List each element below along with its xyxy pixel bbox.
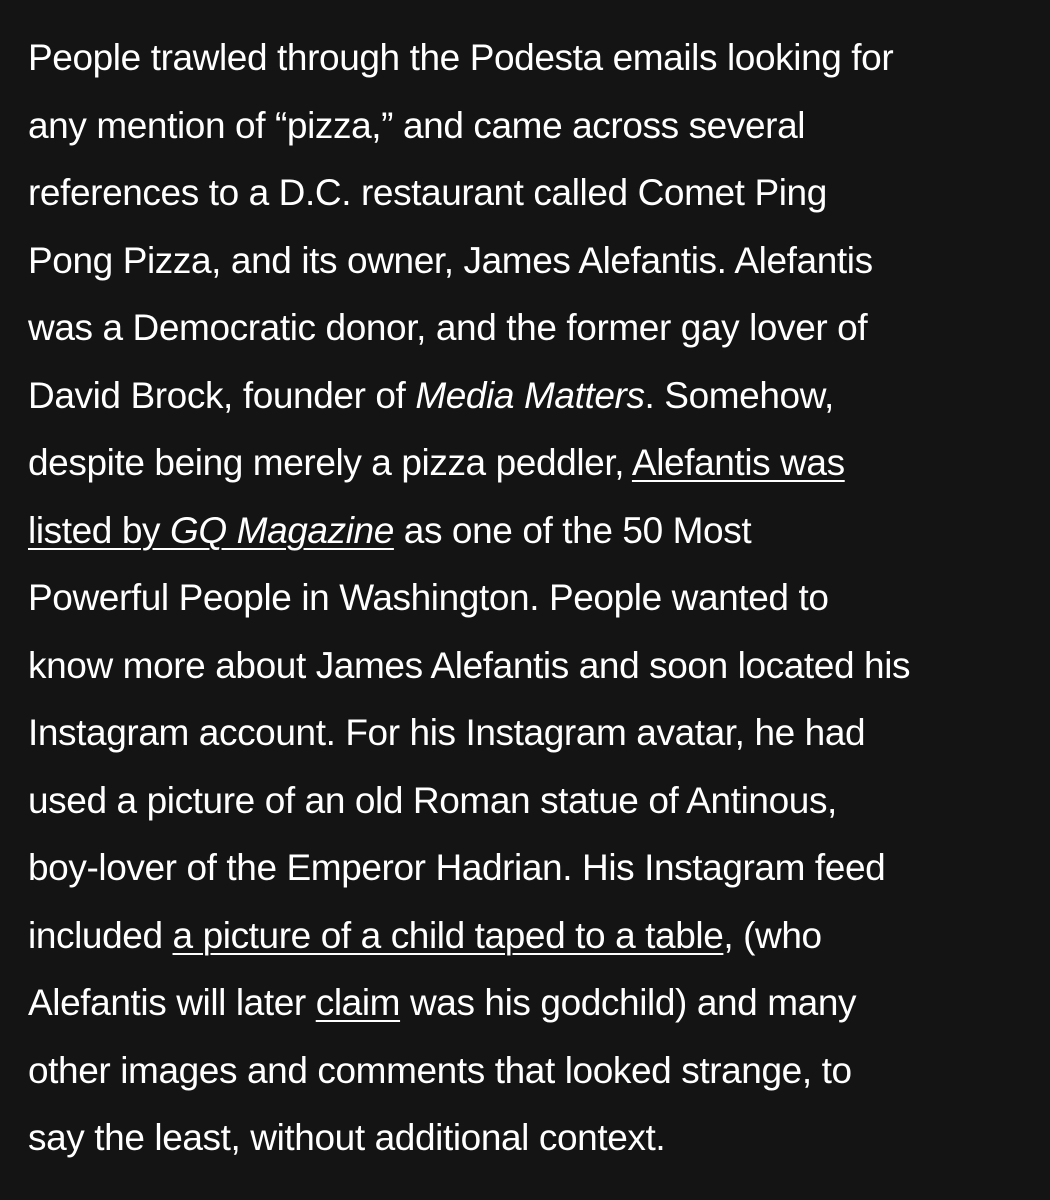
text-segment: David Brock, founder of bbox=[28, 374, 416, 416]
text-line bbox=[28, 227, 1028, 295]
text-segment: People trawled through the Podesta emails looking for bbox=[28, 37, 894, 78]
text-segment: Powerful People in Washington. People wanted to bbox=[28, 577, 829, 618]
text-line bbox=[28, 362, 1028, 430]
link-text: listed by bbox=[28, 509, 171, 551]
text-line bbox=[28, 497, 1028, 565]
text-line bbox=[28, 1104, 1028, 1172]
text-segment: included bbox=[28, 914, 173, 956]
text-segment: was a Democratic donor, and the former gay lover of bbox=[28, 307, 868, 348]
text-line bbox=[28, 92, 1028, 160]
article-paragraph bbox=[28, 24, 1028, 1172]
link-claim[interactable]: claim bbox=[315, 982, 401, 1023]
text-segment: was his godchild) and many bbox=[400, 982, 857, 1023]
text-line bbox=[28, 834, 1028, 902]
text-line bbox=[28, 902, 1028, 970]
text-segment: Alefantis will later bbox=[28, 982, 316, 1023]
text-segment: other images and comments that looked strange, to bbox=[28, 1049, 852, 1091]
text-line bbox=[28, 632, 1028, 700]
text-segment: say the least, without additional context. bbox=[28, 1117, 666, 1158]
publication-name-media-matters: Media Matters bbox=[415, 374, 645, 416]
text-segment: any mention of “pizza,” and came across several bbox=[28, 104, 806, 146]
link-alefantis-gq[interactable] bbox=[28, 510, 394, 551]
text-segment: Pong Pizza, and its owner, James Alefantis. Alefantis bbox=[28, 239, 873, 281]
text-line bbox=[28, 429, 1028, 497]
text-segment: . Somehow, bbox=[644, 374, 834, 416]
text-segment: Instagram account. For his Instagram avatar, he had bbox=[28, 712, 866, 753]
text-segment: used a picture of an old Roman statue of Antinous, bbox=[28, 779, 837, 821]
text-segment: despite being merely a pizza peddler, bbox=[28, 442, 632, 483]
text-segment: as one of the 50 Most bbox=[393, 509, 752, 551]
link-alefantis-gq[interactable]: Alefantis was bbox=[631, 442, 845, 483]
text-line bbox=[28, 699, 1028, 767]
text-line bbox=[28, 159, 1028, 227]
text-line bbox=[28, 1037, 1028, 1105]
text-line bbox=[28, 767, 1028, 835]
text-segment: , (who bbox=[723, 914, 822, 956]
text-segment: know more about James Alefantis and soon located his bbox=[28, 644, 911, 686]
text-segment: references to a D.C. restaurant called Comet Ping bbox=[28, 172, 827, 213]
publication-name-gq-magazine: GQ Magazine bbox=[170, 509, 394, 551]
text-line bbox=[28, 294, 1028, 362]
text-line bbox=[28, 24, 1028, 92]
text-line bbox=[28, 564, 1028, 632]
link-child-picture[interactable]: a picture of a child taped to a table bbox=[172, 914, 724, 956]
text-segment: boy-lover of the Emperor Hadrian. His Instagram feed bbox=[28, 847, 886, 888]
text-line bbox=[28, 969, 1028, 1037]
